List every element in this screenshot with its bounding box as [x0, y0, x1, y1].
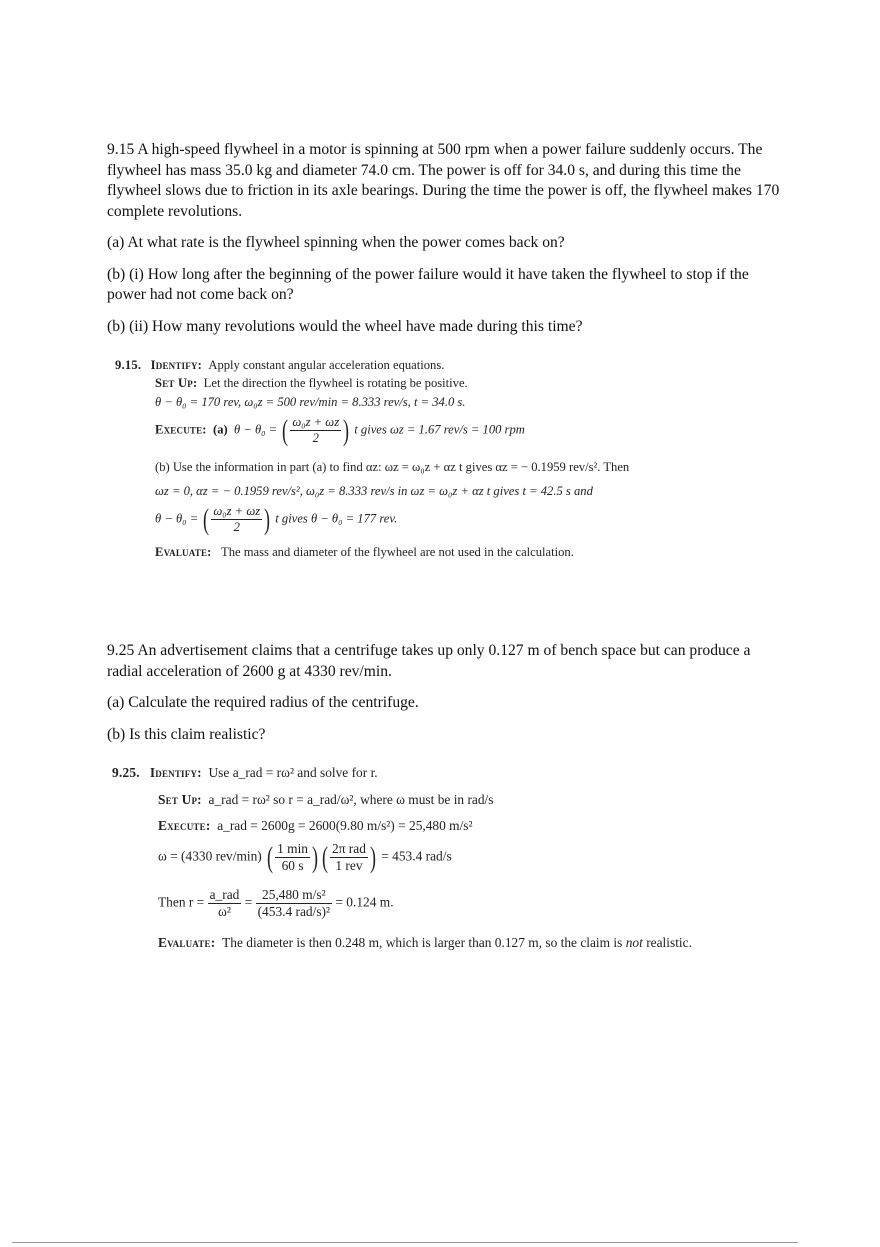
evaluate-label: Evaluate:: [158, 935, 216, 950]
setup-label: Set Up:: [158, 792, 202, 807]
numeric-fraction: $\frac{\text{25,480 m/s²}}{\text{(453.4 rad/s)²}}$: [257, 887, 331, 919]
evaluate-pre: The diameter is then 0.248 m, which is larger than 0.127 m, so the claim is: [222, 935, 623, 950]
exec-a-lhs: θ − θ₀ =: [233, 422, 278, 437]
problem-9-15-part-b-ii: (b) (ii) How many revolutions would the wheel have made during this time?: [107, 317, 583, 335]
exec-b-line3-rhs: t gives θ − θ₀ = 177 rev.: [275, 511, 398, 526]
setup-text: a_rad = rω² so r = a_rad/ω², where ω must be in rad/s: [208, 792, 494, 807]
footer-rule: [12, 1242, 798, 1243]
solution-9-25: 9.25. Identify: Use a_rad = rω² and solve for r. Set Up: a_rad = rω² so r = a_rad/ω², where ω must be in rad/s Execute: a_rad = 2600g = 2600(9.80 m/s²) = 25,480 m/s² ω = (4330 rev/min) ( $\frac{1 \min}{60 s}$ ) ( $\frac{\text{2π rad}}{\text{1 rev}}$ ) = 453.4 rad/s Then r = $\frac{\text{a\_rad}}{\text{ω²}}$ = $\frac{\text{25,480 m/s²}}{\text{(453.4 rad/s)²}}$ = 0.124 m. Evaluate: The diameter is then 0.248 m, which is larger than 0.127 m, so the claim is not realistic.: [112, 765, 692, 950]
solution-9-15: 9.15. Identify: Apply constant angular acceleration equations. Set Up: Let the direction the flywheel is rotating be positive. θ − θ₀ = 170 rev, ω₀z = 500 rev/min = 8.333 rev/s, t = 34.0 s. Execute: (a) θ − θ₀ = ( $\frac{\text{ω₀z + ωz}}{2}$ ) t gives ωz = 1.67 rev/s = 100 rpm (b) Use the information in part (a) to find αz: ωz = ω₀z + αz t gives αz = − 0.1959 rev/s². Then ωz = 0, αz = − 0.1959 rev/s², ω₀z = 8.333 rev/s in ωz = ω₀z + αz t gives t = 42.5 s and θ − θ₀ = ( $\frac{\text{ω₀z + ωz}}{2}$ ) t gives θ − θ₀ = 177 rev. Evaluate: The mass and diameter of the flywheel are not used in the calculation.: [115, 358, 630, 559]
identify-text: Apply constant angular acceleration equations.: [208, 358, 445, 372]
omega-lhs: ω = (4330 rev/min): [158, 848, 262, 864]
problem-9-15-part-b-i: (b) (i) How long after the beginning of the power failure would it have taken the flywheel to stop if the power had not come back on?: [107, 265, 749, 303]
average-omega-fraction: $\frac{\text{ω₀z + ωz}}{2}$: [292, 415, 340, 445]
part-a-label: (a): [213, 422, 228, 437]
execute-text: a_rad = 2600g = 2600(9.80 m/s²) = 25,480 m/s²: [217, 818, 473, 833]
execute-label: Execute:: [155, 422, 207, 437]
evaluate-not: not: [625, 935, 643, 950]
execute-label: Execute:: [158, 818, 211, 833]
then-lhs: Then r =: [158, 894, 205, 910]
problem-9-25: [107, 641, 787, 756]
setup-label: Set Up:: [155, 376, 198, 390]
identify-label: Identify:: [149, 765, 202, 780]
average-omega-fraction-b: $\frac{\text{ω₀z + ωz}}{2}$: [213, 504, 261, 534]
setup-text: Let the direction the flywheel is rotating be positive.: [203, 376, 468, 390]
givens: θ − θ₀ = 170 rev, ω₀z = 500 rev/min = 8.333 rev/s, t = 34.0 s.: [155, 395, 466, 409]
exec-b-line2: ωz = 0, αz = − 0.1959 rev/s², ω₀z = 8.333 rev/s in ωz = ω₀z + αz t gives t = 42.5 s and: [155, 484, 593, 498]
solution-number: 9.15.: [115, 358, 142, 372]
then-rhs: = 0.124 m.: [335, 894, 394, 910]
omega-rhs: = 453.4 rad/s: [381, 848, 452, 864]
exec-b-line1: (b) Use the information in part (a) to find αz: ωz = ω₀z + αz t gives αz = − 0.1959 rev/s². Then: [155, 460, 630, 474]
evaluate-label: Evaluate:: [155, 545, 212, 559]
problem-9-15-part-a: (a) At what rate is the flywheel spinning when the power comes back on?: [107, 234, 565, 251]
min-to-s-fraction: $\frac{1 \min}{60 s}$: [277, 841, 308, 873]
problem-9-25-intro: 9.25 An advertisement claims that a centrifuge takes up only 0.127 m of bench space but can produce a radial acceleration of 2600 g at 4330 rev/min.: [107, 642, 751, 680]
identify-text: Use a_rad = rω² and solve for r.: [208, 765, 378, 780]
evaluate-post: realistic.: [646, 935, 692, 950]
exec-a-rhs: t gives ωz = 1.67 rev/s = 100 rpm: [354, 422, 525, 437]
problem-9-25-part-b: (b) Is this claim realistic?: [107, 725, 266, 743]
rev-to-rad-fraction: $\frac{\text{2π rad}}{\text{1 rev}}$: [332, 841, 366, 873]
evaluate-text: The mass and diameter of the flywheel are not used in the calculation.: [221, 545, 574, 559]
exec-b-line3-lhs: θ − θ₀ =: [155, 511, 199, 526]
problem-9-25-part-a: (a) Calculate the required radius of the centrifuge.: [107, 694, 419, 711]
problem-9-15-intro: 9.15 A high-speed flywheel in a motor is spinning at 500 rpm when a power failure suddenly occurs. The flywheel has mass 35.0 kg and diameter 74.0 cm. The power is off for 34.0 s, and during this time the flywheel slows due to friction in its axle bearings. During the time the power is off, the flywheel makes 170 complete revolutions.: [107, 141, 780, 220]
arad-over-omega-fraction: $\frac{\text{a\_rad}}{\text{ω²}}$: [209, 887, 240, 919]
problem-9-15: [107, 140, 787, 348]
identify-label: Identify:: [150, 358, 203, 372]
solution-number: 9.25.: [112, 765, 140, 780]
